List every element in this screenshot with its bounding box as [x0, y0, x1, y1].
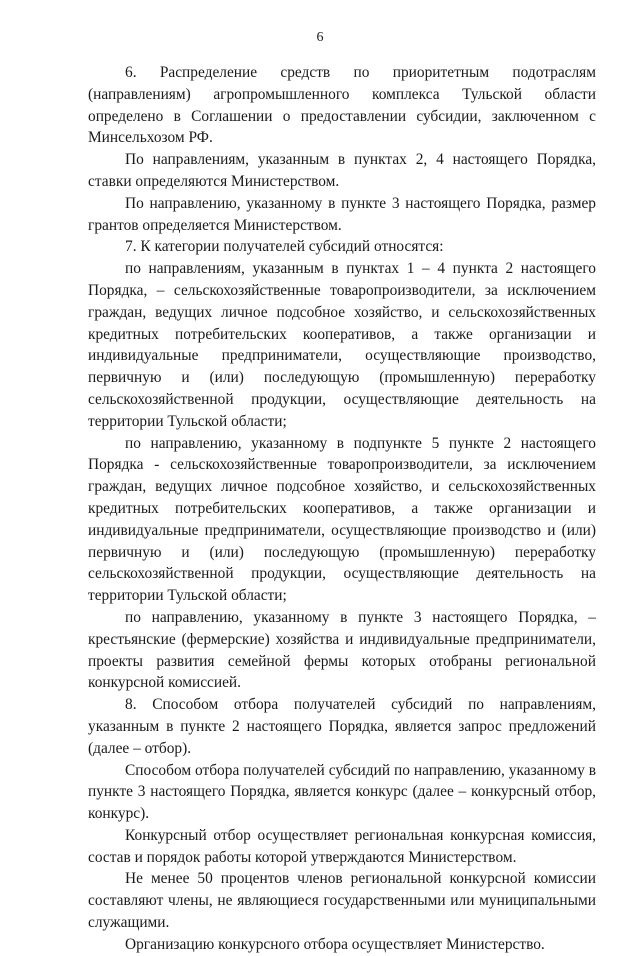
- paragraph-rates: По направлениям, указанным в пунктах 2, 4 настоящего Порядка, ставки определяются Министерством.: [88, 151, 596, 190]
- paragraph-grants: По направлению, указанному в пункте 3 настоящего Порядка, размер грантов определяется Министерством.: [88, 194, 596, 234]
- paragraph-contest: Способом отбора получателей субсидий по направлению, указанному в пункте 3 настоящего Порядка, является конкурс (далее – конкурсный отбор, конкурс).: [88, 761, 596, 823]
- document-body: [88, 62, 596, 956]
- paragraph-6-distribution: 6. Распределение средств по приоритетным подотраслям (направлениям) агропромышленного комплекса Тульской области определено в Соглашении о предоставлении субсидии, заключенном с Минсельхозом РФ.: [88, 64, 596, 147]
- page-number: 6: [316, 30, 324, 45]
- paragraph-commission-members: Не менее 50 процентов членов региональной конкурсной комиссии составляют члены, не являющиеся государственными или муниципальными служащими.: [88, 870, 596, 932]
- paragraph-7-categories: 7. К категории получателей субсидий относятся:: [125, 238, 444, 256]
- paragraph-category-3: по направлению, указанному в пункте 3 настоящего Порядка, – крестьянские (фермерские) хозяйства и индивидуальные предприниматели, проекты развития семейной фермы которых отобраны региональной конкурсной комиссией.: [88, 608, 596, 692]
- paragraph-organization: Организацию конкурсного отбора осуществляет Министерство.: [125, 935, 545, 953]
- paragraph-category-2: по направлению, указанному в подпункте 5 пункте 2 настоящего Порядка - сельскохозяйственные товаропроизводители, за исключением граждан, ведущих личное подсобное хозяйство, и сельскохозяйственных кредитных потребительских кооперативов, а также организации и индивидуальные предприниматели, осуществляющие производство и (или) первичную и (или) последующую (промышленную) переработку сельскохозяйственной продукции, осуществляющие деятельность на территории Тульской области;: [88, 434, 596, 605]
- paragraph-8-selection: 8. Способом отбора получателей субсидий по направлениям, указанным в пункте 2 настоящего Порядка, является запрос предложений (далее – отбор).: [88, 696, 596, 757]
- paragraph-commission: Конкурсный отбор осуществляет региональная конкурсная комиссия, состав и порядок работы которой утверждаются Министерством.: [88, 826, 596, 866]
- paragraph-category-1: по направлениям, указанным в пунктах 1 – 4 пункта 2 настоящего Порядка, – сельскохозяйственные товаропроизводители, за исключением граждан, ведущих личное подсобное хозяйство, и сельскохозяйственных кредитных потребительских кооперативов, а также организации и индивидуальные предприниматели, осуществляющие производство, первичную и (или) последующую (промышленную) переработку сельскохозяйственной продукции, осуществляющие деятельность на территории Тульской области;: [88, 260, 596, 430]
